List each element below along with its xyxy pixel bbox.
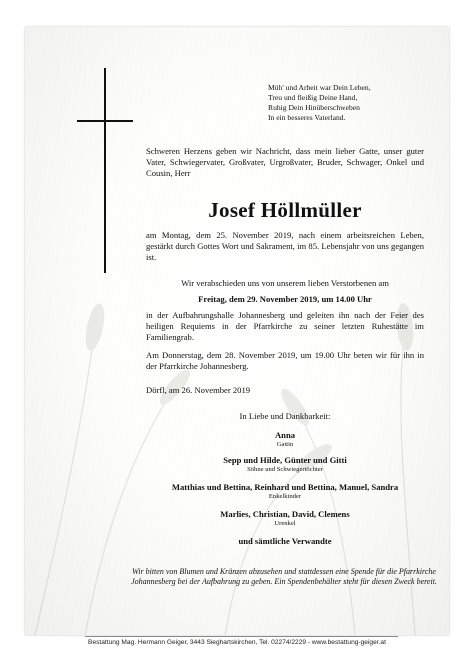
prayer-notice: Am Donnerstag, dem 28. November 2019, um 19.00 Uhr beten wir für ihn in der Pfarrkirche Johannesberg. xyxy=(146,350,424,372)
poem-line: In ein besseres Vaterland. xyxy=(268,113,346,122)
mourner-group xyxy=(146,509,424,528)
funeral-details: in der Aufbahrungshalle Johannesberg und geleiten ihn nach der Feier des heiligen Requiems in der Pfarrkirche zu seiner letzten Ruhestätte im Familiengrab. xyxy=(146,310,424,343)
mourner-group xyxy=(146,482,424,501)
poem-line: Ruhig Dein Hinüberschweben xyxy=(268,103,360,112)
mourner-names: Matthias und Bettina, Reinhard und Bettina, Manuel, Sandra xyxy=(171,482,399,492)
intro-text: Schweren Herzens geben wir Nachricht, dass mein lieber Gatte, unser guter Vater, Schwiegervater, Großvater, Urgroßvater, Bruder, Schwager, Onkel und Cousin, Herr xyxy=(146,146,424,179)
mourner-group xyxy=(146,430,424,449)
farewell-intro: Wir verabschieden uns von unserem lieben Verstorbenen am xyxy=(181,278,389,288)
mourning-heading: In Liebe und Dankbarkeit: xyxy=(239,411,331,421)
funeral-date: Freitag, dem 29. November 2019, um 14.00 Uhr xyxy=(198,294,372,304)
cross-icon-bar xyxy=(77,120,133,122)
relatives-text: und sämtliche Verwandte xyxy=(238,536,332,546)
poem xyxy=(268,83,408,123)
deceased-name: Josef Höllmüller xyxy=(208,198,362,222)
death-notice: am Montag, dem 25. November 2019, nach einem arbeitsreichen Leben, gestärkt durch Gottes Wort und Sakrament, im 85. Lebensjahr von uns gegangen ist. xyxy=(146,230,424,263)
footer-divider xyxy=(85,636,398,637)
footer-contact: Bestattung Mag. Hermann Geiger, 3443 Sieghartskirchen, Tel. 02274/2229 - www.bestattung-geiger.at xyxy=(88,639,386,646)
mourner-relation: Gattin xyxy=(276,441,294,448)
poem-line: Treu und fleißig Deine Hand, xyxy=(268,93,358,102)
closing-note: Wir bitten von Blumen und Kränzen abzusehen und stattdessen eine Spende für die Pfarrkirche Johannesberg bei der Aufbahrung zu geben. Ein Spendenbehälter steht für diesen Zweck bereit. xyxy=(131,567,437,587)
mourner-relation: Urenkel xyxy=(274,520,296,527)
cross-icon xyxy=(104,68,106,273)
poem-line: Müh' und Arbeit war Dein Leben, xyxy=(268,83,371,92)
mourner-names: Sepp und Hilde, Günter und Gitti xyxy=(223,455,347,465)
mourner-names: Anna xyxy=(274,430,296,440)
mourner-names: Marlies, Christian, David, Clemens xyxy=(220,509,350,519)
mourner-group xyxy=(146,455,424,474)
mourner-relation: Enkelkinder xyxy=(268,493,302,500)
relatives xyxy=(146,536,424,547)
place-date: Dörfl, am 26. November 2019 xyxy=(146,385,251,395)
mourner-relation: Söhne und Schwiegertöchter xyxy=(247,466,323,473)
